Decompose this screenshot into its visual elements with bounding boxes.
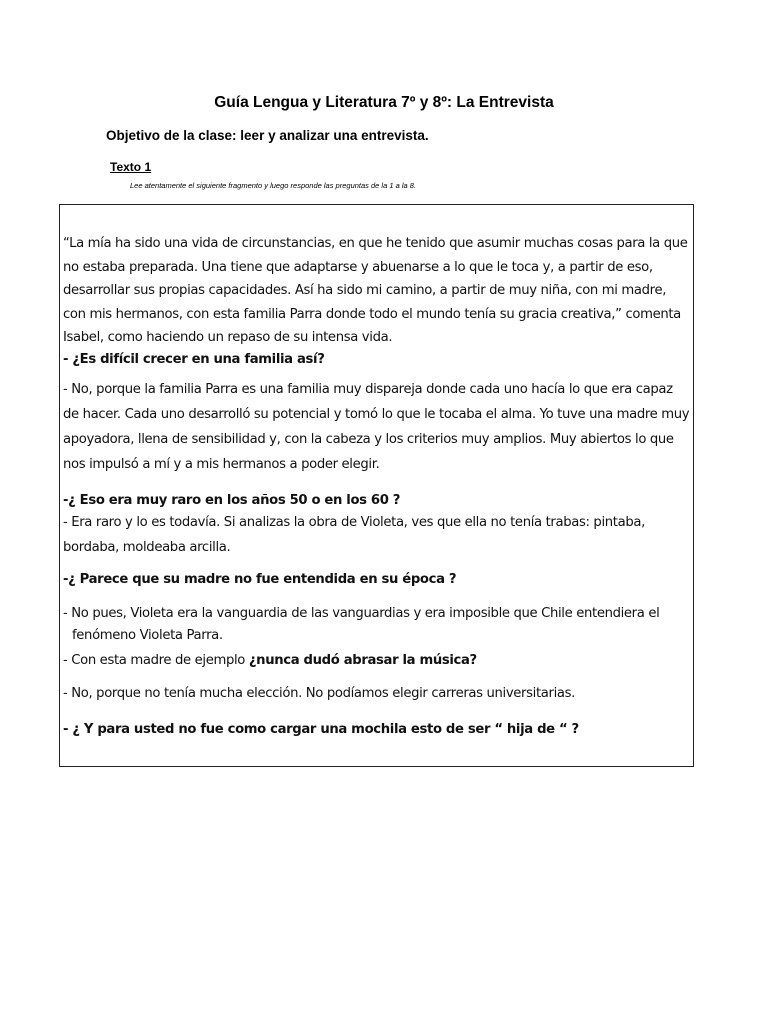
paragraph-line: desarrollar sus propias capacidades. Así ha sido mi camino, a partir de muy niña, con mi madre, (63, 283, 667, 298)
paragraph-line: “La mía ha sido una vida de circunstancias, en que he tenido que asumir muchas cosas para la que (63, 236, 688, 251)
section-label: Texto 1 (110, 160, 152, 174)
interview-question-2: -¿ Eso era muy raro en los años 50 o en los 60 ? (63, 493, 401, 508)
intro-paragraph (63, 232, 693, 350)
interview-fragment-box (59, 204, 694, 767)
answer-line: de hacer. Cada uno desarrolló su potencial y tomó lo que le tocaba el alma. Yo tuve una madre muy (63, 407, 690, 422)
question-prefix: - Con esta madre de ejemplo (63, 653, 249, 668)
interview-answer-4: - No, porque no tenía mucha elección. No podíamos elegir carreras universitarias. (63, 686, 575, 701)
interview-question-3: -¿ Parece que su madre no fue entendida en su época ? (63, 572, 457, 587)
interview-question-5: - ¿ Y para usted no fue como cargar una mochila esto de ser “ hija de “ ? (63, 722, 579, 737)
interview-answer-3 (63, 603, 693, 647)
answer-line: - Era raro y lo es todavía. Si analizas la obra de Violeta, ves que ella no tenía trabas: pintaba, (63, 515, 645, 530)
paragraph-line: Isabel, como haciendo un repaso de su intensa vida. (63, 330, 393, 345)
question-bold: ¿nunca dudó abrasar la música? (248, 653, 477, 668)
class-objective: Objetivo de la clase: leer y analizar una entrevista. (106, 128, 429, 143)
interview-question-1: - ¿Es difícil crecer en una familia así? (63, 352, 325, 367)
document-title: Guía Lengua y Literatura 7º y 8º: La Entrevista (214, 94, 554, 111)
interview-answer-1 (63, 377, 693, 477)
answer-line: - No, porque la familia Parra es una familia muy dispareja donde cada uno hacía lo que era capaz (63, 382, 673, 397)
answer-line: - No pues, Violeta era la vanguardia de las vanguardias y era imposible que Chile entendiera el (63, 606, 660, 621)
answer-line: nos impulsó a mí y a mis hermanos a poder elegir. (63, 457, 380, 472)
answer-line: apoyadora, llena de sensibilidad y, con la cabeza y los criterios muy amplios. Muy abiertos lo que (63, 432, 674, 447)
interview-question-4 (63, 649, 693, 672)
answer-line: fenómeno Violeta Parra. (72, 628, 223, 643)
paragraph-line: con mis hermanos, con esta familia Parra donde todo el mundo tenía su gracia creativa,” comenta (63, 306, 681, 322)
interview-answer-2 (63, 510, 693, 560)
reading-instruction: Lee atentamente el siguiente fragmento y luego responde las preguntas de la 1 a la 8. (130, 181, 417, 190)
answer-line: bordaba, moldeaba arcilla. (63, 540, 231, 555)
paragraph-line: no estaba preparada. Una tiene que adaptarse y abuenarse a lo que le toca y, a partir de eso, (63, 259, 653, 275)
